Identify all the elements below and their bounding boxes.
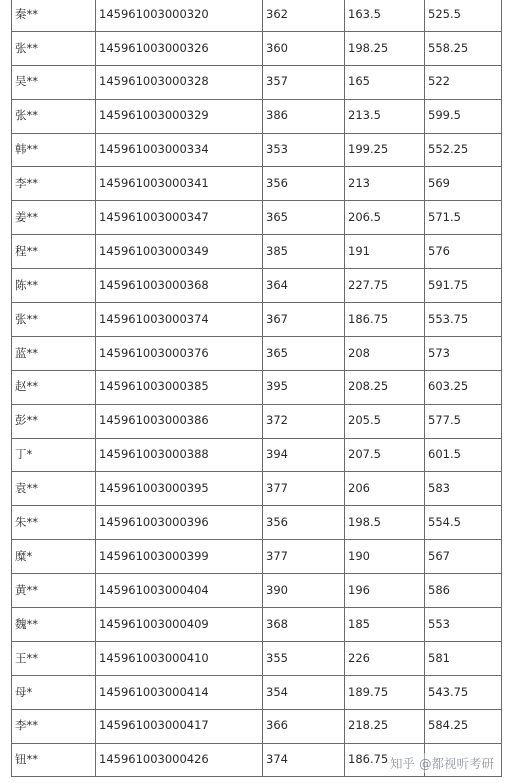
cell-exam-id: 145961003000329: [96, 99, 263, 133]
table-row: [12, 608, 502, 642]
cell-total: 577.5: [425, 404, 502, 438]
cell-exam-id: 145961003000388: [96, 438, 263, 472]
cell-name: 黄**: [12, 574, 96, 608]
table-row: [12, 506, 502, 540]
cell-exam-id: 145961003000349: [96, 235, 263, 269]
cell-score-1: 356: [263, 167, 345, 201]
table-row: [12, 0, 502, 31]
cell-score-1: 374: [263, 743, 345, 777]
table-row: [12, 370, 502, 404]
cell-score-2: 213: [345, 167, 425, 201]
cell-name: 姜**: [12, 201, 96, 235]
cell-score-2: 213.5: [345, 99, 425, 133]
cell-score-1: 366: [263, 709, 345, 743]
table-row: [12, 709, 502, 743]
cell-name: 朱**: [12, 506, 96, 540]
cell-name: 钮**: [12, 743, 96, 777]
cell-name: 张**: [12, 99, 96, 133]
cell-score-2: 206.5: [345, 201, 425, 235]
cell-total: 571.5: [425, 201, 502, 235]
cell-total: 599.5: [425, 99, 502, 133]
table-row: [12, 133, 502, 167]
cell-name: 赵**: [12, 370, 96, 404]
cell-score-1: 365: [263, 201, 345, 235]
cell-exam-id: 145961003000395: [96, 472, 263, 506]
cell-score-1: 395: [263, 370, 345, 404]
cell-score-2: 186.75: [345, 303, 425, 337]
cell-total: 558.25: [425, 31, 502, 65]
cell-score-2: 208: [345, 336, 425, 370]
cell-total: 591.75: [425, 269, 502, 303]
cell-total: 543.75: [425, 675, 502, 709]
cell-score-1: 362: [263, 0, 345, 31]
table-row: [12, 438, 502, 472]
cell-total: 584.25: [425, 709, 502, 743]
cell-total: 552.25: [425, 133, 502, 167]
cell-score-2: 199.25: [345, 133, 425, 167]
cell-name: 陈**: [12, 269, 96, 303]
cell-total: 567: [425, 540, 502, 574]
cell-name: 秦**: [12, 0, 96, 31]
cell-name: 张**: [12, 303, 96, 337]
table-row: [12, 336, 502, 370]
table-row: [12, 99, 502, 133]
cell-score-1: 394: [263, 438, 345, 472]
table-row: [12, 269, 502, 303]
score-table-body: [12, 0, 502, 777]
cell-exam-id: 145961003000328: [96, 65, 263, 99]
table-row: [12, 31, 502, 65]
cell-score-1: 372: [263, 404, 345, 438]
cell-exam-id: 145961003000374: [96, 303, 263, 337]
cell-exam-id: 145961003000320: [96, 0, 263, 31]
cell-exam-id: 145961003000385: [96, 370, 263, 404]
cell-score-2: 226: [345, 641, 425, 675]
cell-score-2: 206: [345, 472, 425, 506]
table-row: [12, 641, 502, 675]
cell-exam-id: 145961003000426: [96, 743, 263, 777]
table-row: [12, 303, 502, 337]
cell-name: 王**: [12, 641, 96, 675]
cell-total: 583: [425, 472, 502, 506]
cell-exam-id: 145961003000376: [96, 336, 263, 370]
cell-name: 李**: [12, 167, 96, 201]
cell-score-2: 185: [345, 608, 425, 642]
cell-score-1: 377: [263, 472, 345, 506]
cell-name: 韩**: [12, 133, 96, 167]
table-row: [12, 472, 502, 506]
table-row: [12, 574, 502, 608]
cell-total: 601.5: [425, 438, 502, 472]
cell-exam-id: 145961003000334: [96, 133, 263, 167]
cell-score-2: 205.5: [345, 404, 425, 438]
cell-total: 522: [425, 65, 502, 99]
cell-score-2: 208.25: [345, 370, 425, 404]
cell-name: 母*: [12, 675, 96, 709]
cell-score-2: 186.75: [345, 743, 425, 777]
cell-score-2: 196: [345, 574, 425, 608]
cell-total: 553: [425, 608, 502, 642]
cell-score-2: 165: [345, 65, 425, 99]
cell-score-1: 364: [263, 269, 345, 303]
cell-score-2: 191: [345, 235, 425, 269]
cell-total: 581: [425, 641, 502, 675]
cell-exam-id: 145961003000326: [96, 31, 263, 65]
table-row: [12, 540, 502, 574]
cell-name: 丁*: [12, 438, 96, 472]
cell-exam-id: 145961003000399: [96, 540, 263, 574]
cell-score-1: 355: [263, 641, 345, 675]
cell-score-2: 207.5: [345, 438, 425, 472]
cell-name: 袁**: [12, 472, 96, 506]
cell-total: 586: [425, 574, 502, 608]
cell-name: 糜*: [12, 540, 96, 574]
cell-name: 彭**: [12, 404, 96, 438]
cell-total: 573: [425, 336, 502, 370]
cell-name: 吴**: [12, 65, 96, 99]
cell-score-2: 218.25: [345, 709, 425, 743]
cell-score-1: 377: [263, 540, 345, 574]
cell-score-2: 198.25: [345, 31, 425, 65]
cell-score-1: 367: [263, 303, 345, 337]
cell-exam-id: 145961003000409: [96, 608, 263, 642]
table-row: [12, 201, 502, 235]
cell-exam-id: 145961003000417: [96, 709, 263, 743]
cell-score-1: 353: [263, 133, 345, 167]
cell-total: 553.75: [425, 303, 502, 337]
cell-name: 李**: [12, 709, 96, 743]
cell-score-1: 354: [263, 675, 345, 709]
score-table: [11, 0, 502, 777]
cell-total: 554.5: [425, 506, 502, 540]
cell-score-1: 390: [263, 574, 345, 608]
cell-exam-id: 145961003000368: [96, 269, 263, 303]
cell-score-1: 368: [263, 608, 345, 642]
cell-name: 张**: [12, 31, 96, 65]
cell-name: 蓝**: [12, 336, 96, 370]
cell-total: 525.5: [425, 0, 502, 31]
cell-exam-id: 145961003000404: [96, 574, 263, 608]
cell-exam-id: 145961003000341: [96, 167, 263, 201]
cell-score-1: 356: [263, 506, 345, 540]
cell-exam-id: 145961003000410: [96, 641, 263, 675]
cell-score-2: 198.5: [345, 506, 425, 540]
cell-score-2: 227.75: [345, 269, 425, 303]
cell-name: 魏**: [12, 608, 96, 642]
table-row: [12, 675, 502, 709]
cell-exam-id: 145961003000386: [96, 404, 263, 438]
table-row: [12, 167, 502, 201]
cell-score-1: 360: [263, 31, 345, 65]
table-row: [12, 404, 502, 438]
table-row: [12, 235, 502, 269]
cell-score-2: 189.75: [345, 675, 425, 709]
cell-score-1: 357: [263, 65, 345, 99]
watermark-text: 知乎 @都视听考研: [388, 753, 496, 773]
cell-score-2: 190: [345, 540, 425, 574]
cell-score-1: 385: [263, 235, 345, 269]
cell-exam-id: 145961003000347: [96, 201, 263, 235]
cell-name: 程**: [12, 235, 96, 269]
table-row: [12, 65, 502, 99]
cell-score-2: 163.5: [345, 0, 425, 31]
cell-exam-id: 145961003000396: [96, 506, 263, 540]
cell-total: 569: [425, 167, 502, 201]
cell-score-1: 365: [263, 336, 345, 370]
cell-score-1: 386: [263, 99, 345, 133]
cell-exam-id: 145961003000414: [96, 675, 263, 709]
cell-total: 576: [425, 235, 502, 269]
cell-total: 603.25: [425, 370, 502, 404]
